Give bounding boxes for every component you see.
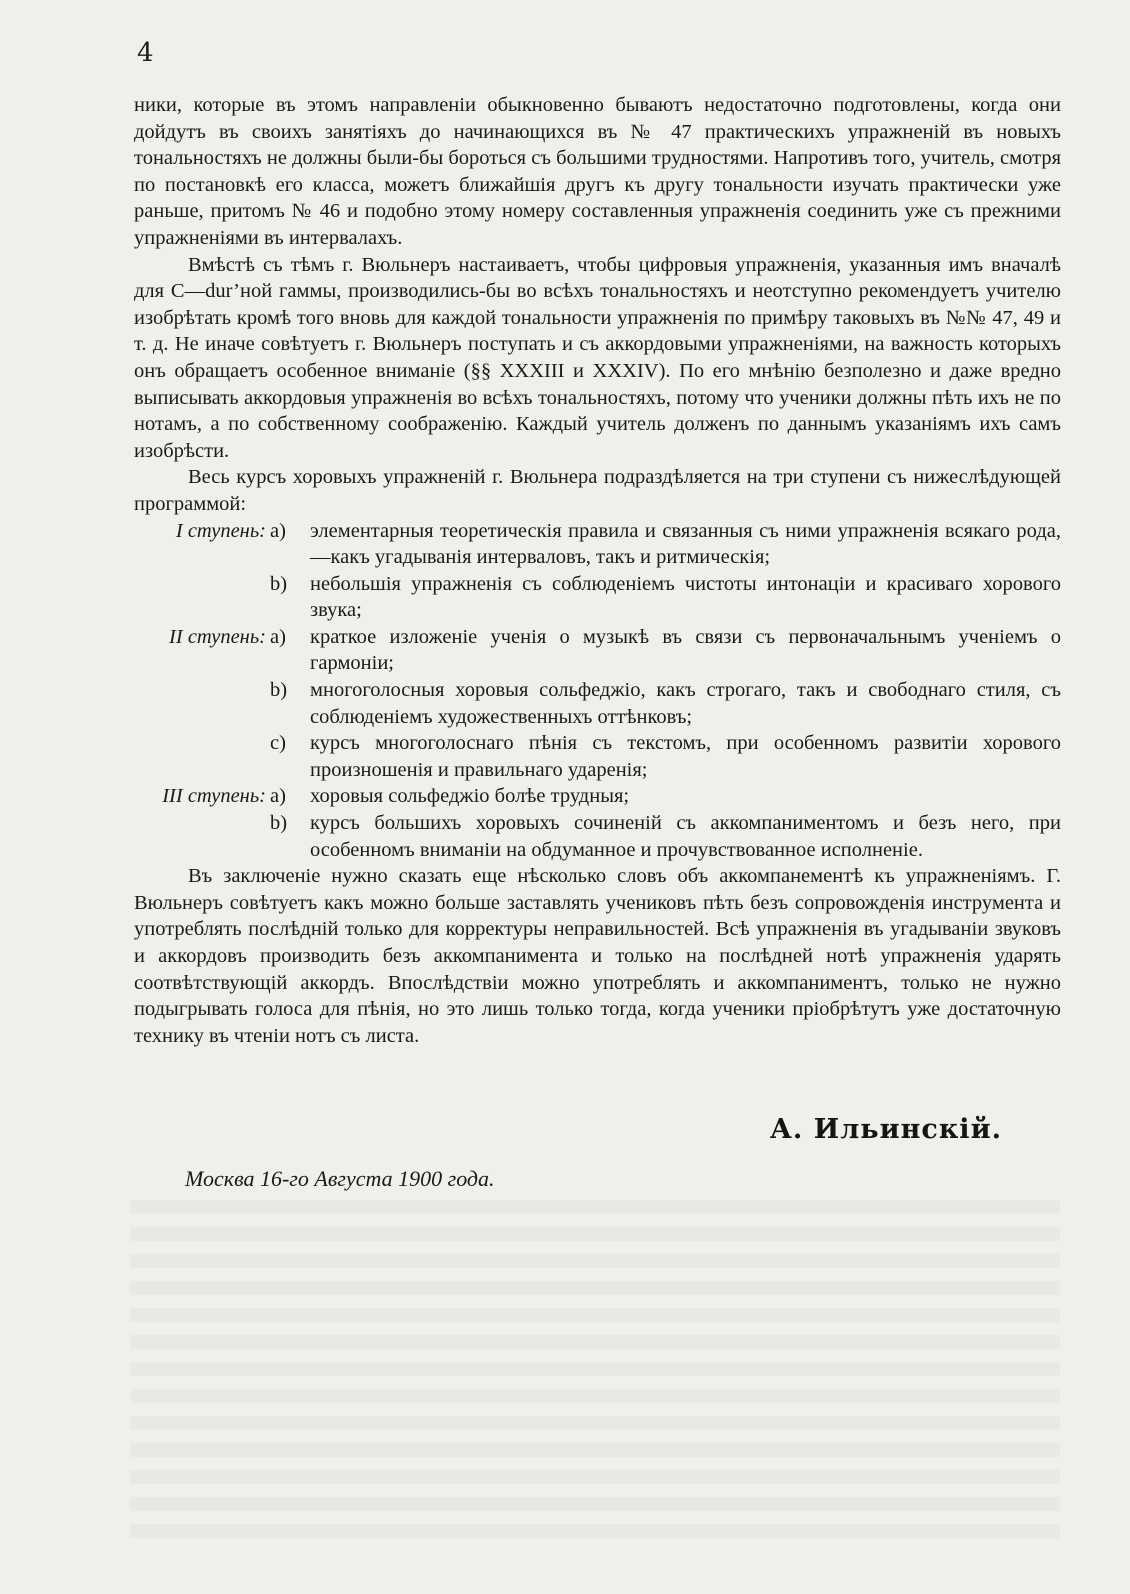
show-through-bleed (130, 1200, 1060, 1540)
item-letter: b) (270, 679, 288, 702)
item-text: многоголосныя хоровыя сольфеджіо, какъ строгаго, такъ и свободнаго стиля, съ соблюденіемъ художественныхъ оттѣнковъ; (310, 679, 1061, 728)
stage-label: III ступень: (162, 785, 266, 808)
paragraph-4: Въ заключеніе нужно сказать еще нѣсколько словъ объ аккомпанементѣ къ упражненіямъ. Г. Вюльнеръ совѣтуетъ какъ можно больше заставлять учениковъ пѣть безъ сопровожденія инструмента и употреблять послѣдній только для корректуры неправильностей. Всѣ упражненія въ угадываніи звуковъ и аккордовъ производить безъ аккомпанимента и только на послѣдней нотѣ упражненія ударять соотвѣтствующій аккордъ. Впослѣдствіи можно употреблять и аккомпаниментъ, только не нужно подыгрывать голоса для пѣнія, но это лишь только тогда, когда ученики пріобрѣтутъ уже достаточную технику въ чтеніи нотъ съ листа. (134, 865, 1061, 1047)
item-letter: c) (270, 732, 286, 755)
item-text: элементарныя теоретическія правила и связанныя съ ними упражненія всякаго рода,—какъ угадыванія интерваловъ, такъ и ритмическія; (310, 519, 1061, 569)
program-row (134, 624, 1061, 677)
body-text (134, 92, 1061, 1049)
paragraph-1: ники, которые въ этомъ направленіи обыкновенно бываютъ недостаточно подготовлены, когда они дойдутъ въ своихъ занятіяхъ до начинающихся въ № 47 практическихъ упражненій въ новыхъ тональностяхъ не должны были-бы бороться съ большими трудностями. Напротивъ того, учитель, смотря по постановкѣ его класса, можетъ ближайшія другъ къ другу тональности изучать практически уже раньше, притомъ № 46 и подобно этому номеру составленныя упражненія соединить уже съ прежними упражненіями въ интервалахъ. (134, 94, 1061, 249)
item-letter: a) (270, 519, 286, 542)
author-signature: А. Ильинскій. (769, 1114, 1002, 1145)
item-letter: b) (270, 572, 288, 595)
program-row (134, 810, 1061, 863)
item-letter: a) (270, 625, 286, 648)
paragraph-3: Весь курсъ хоровыхъ упражненій г. Вюльнера подраздѣляется на три ступени съ нижеслѣдующей программой: (134, 466, 1061, 515)
place-date: Москва 16-го Августа 1900 года. (185, 1166, 495, 1191)
course-program (134, 518, 1061, 864)
item-text: курсъ многоголоснаго пѣнія съ текстомъ, при особенномъ развитіи хорового произношенія и правильнаго ударенія; (310, 732, 1061, 781)
item-letter: a) (270, 785, 286, 808)
stage-label: II ступень: (169, 625, 266, 648)
item-letter: b) (270, 812, 288, 835)
program-row (134, 571, 1061, 624)
page-number: 4 (137, 38, 154, 68)
program-row (134, 783, 1061, 810)
item-text: курсъ большихъ хоровыхъ сочиненій съ аккомпаниментомъ и безъ него, при особенномъ вниманіи на обдуманное и прочувствованное исполненіе. (310, 812, 1061, 861)
program-row (134, 677, 1061, 730)
item-text: краткое изложеніе ученія о музыкѣ въ связи съ первоначальнымъ ученіемъ о гармоніи; (310, 625, 1061, 675)
paragraph-2: Вмѣстѣ съ тѣмъ г. Вюльнеръ настаиваетъ, чтобы цифровыя упражненія, указанныя имъ вначалѣ для C—dur’ной гаммы, производились-бы во всѣхъ тональностяхъ и неотступно рекомендуетъ учителю изобрѣтать кромѣ того вновь для каждой тональности упражненія по примѣру таковыхъ въ №№ 47, 49 и т. д. Не иначе совѣтуетъ г. Вюльнеръ поступать и съ аккордовыми упражненіями, на важность которыхъ онъ обращаетъ особенное вниманіе (§§ XXXIII и XXXIV). По его мнѣнію безполезно и даже вредно выписывать аккордовыя упражненія во всѣхъ тональностяхъ, потому что ученики должны пѣть ихъ не по нотамъ, а по собственному соображенію. Каждый учитель долженъ по даннымъ указаніямъ ихъ самъ изобрѣсти. (134, 253, 1061, 462)
program-row (134, 730, 1061, 783)
program-row (134, 518, 1061, 571)
item-text: хоровыя сольфеджіо болѣе трудныя; (310, 785, 630, 808)
stage-label: I ступень: (175, 519, 266, 542)
item-text: небольшія упражненія съ соблюденіемъ чистоты интонаціи и красиваго хорового звука; (310, 572, 1061, 622)
